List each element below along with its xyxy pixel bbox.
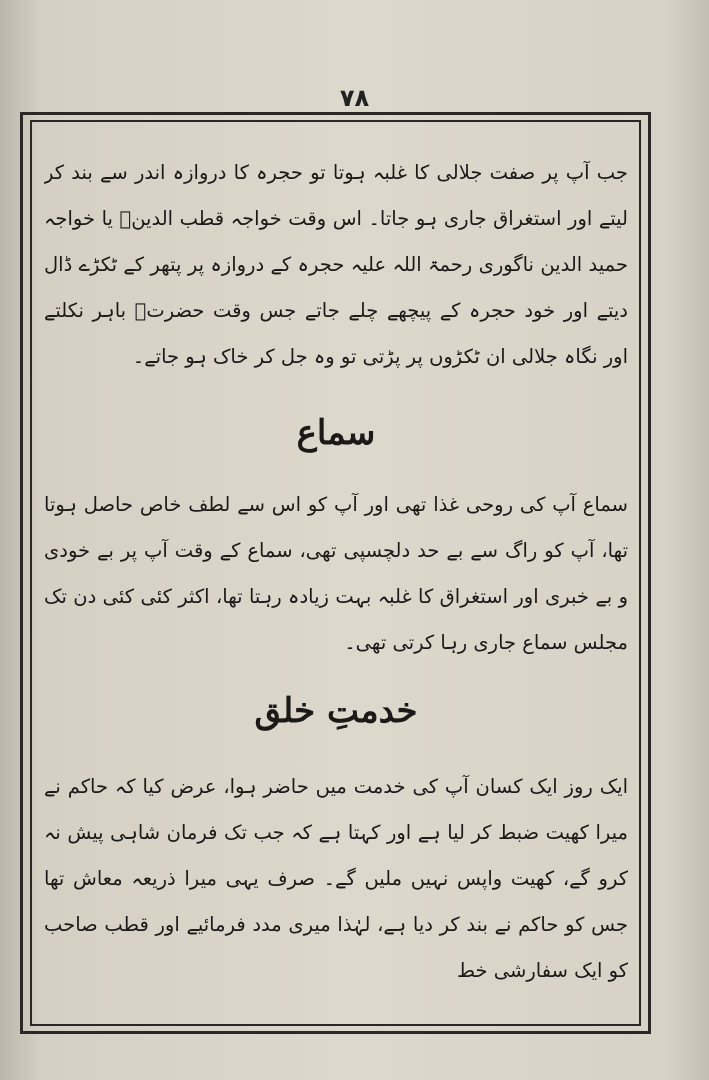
paragraph-khidmat: ایک روز ایک کسان آپ کی خدمت میں حاضر ہوا، عرض کیا کہ حاکم نے میرا کھیت ضبط کر لیا ہے اور کہتا ہے کہ جب تک فرمان شاہی پیش نہ کرو گے، کھیت واپس نہیں ملیں گے۔ صرف یہی میرا ذریعہ معاش تھا جس کو حاکم نے بند کر دیا ہے، لہٰذا میری مدد فرمائیے اور قطب صاحب کو ایک سفارشی خط [44,775,628,982]
paragraph-jalali: جب آپ پر صفت جلالی کا غلبہ ہوتا تو حجرہ کا دروازہ اندر سے بند کر لیتے اور استغراق جاری ہو جاتا۔ اس وقت خواجہ قطب الدینؒ یا خواجہ حمید الدین ناگوری رحمۃ اللہ علیہ حجرہ کے دروازہ پر پتھر کے ٹکڑے ڈال دیتے اور خود حجرہ کے پیچھے چلے جاتے جس وقت حضرتؒ باہر نکلتے اور نگاہ جلالی ان ٹکڑوں پر پڑتی تو وہ جل کر خاک ہو جاتے۔ [44,161,628,368]
page-content [44,150,628,994]
heading-sama: سماع [296,413,376,453]
paragraph-sama: سماع آپ کی روحی غذا تھی اور آپ کو اس سے لطف خاص حاصل ہوتا تھا، آپ کو راگ سے بے حد دلچسپی تھی، سماع کے وقت آپ پر بے خودی و بے خبری اور استغراق کا غلبہ بہت زیادہ رہتا تھا، اکثر کئی کئی دن تک مجلس سماع جاری رہا کرتی تھی۔ [44,493,628,654]
heading-khidmat-e-khalq: خدمتِ خلق [254,691,418,731]
page-number: ۷۸ [339,84,370,112]
